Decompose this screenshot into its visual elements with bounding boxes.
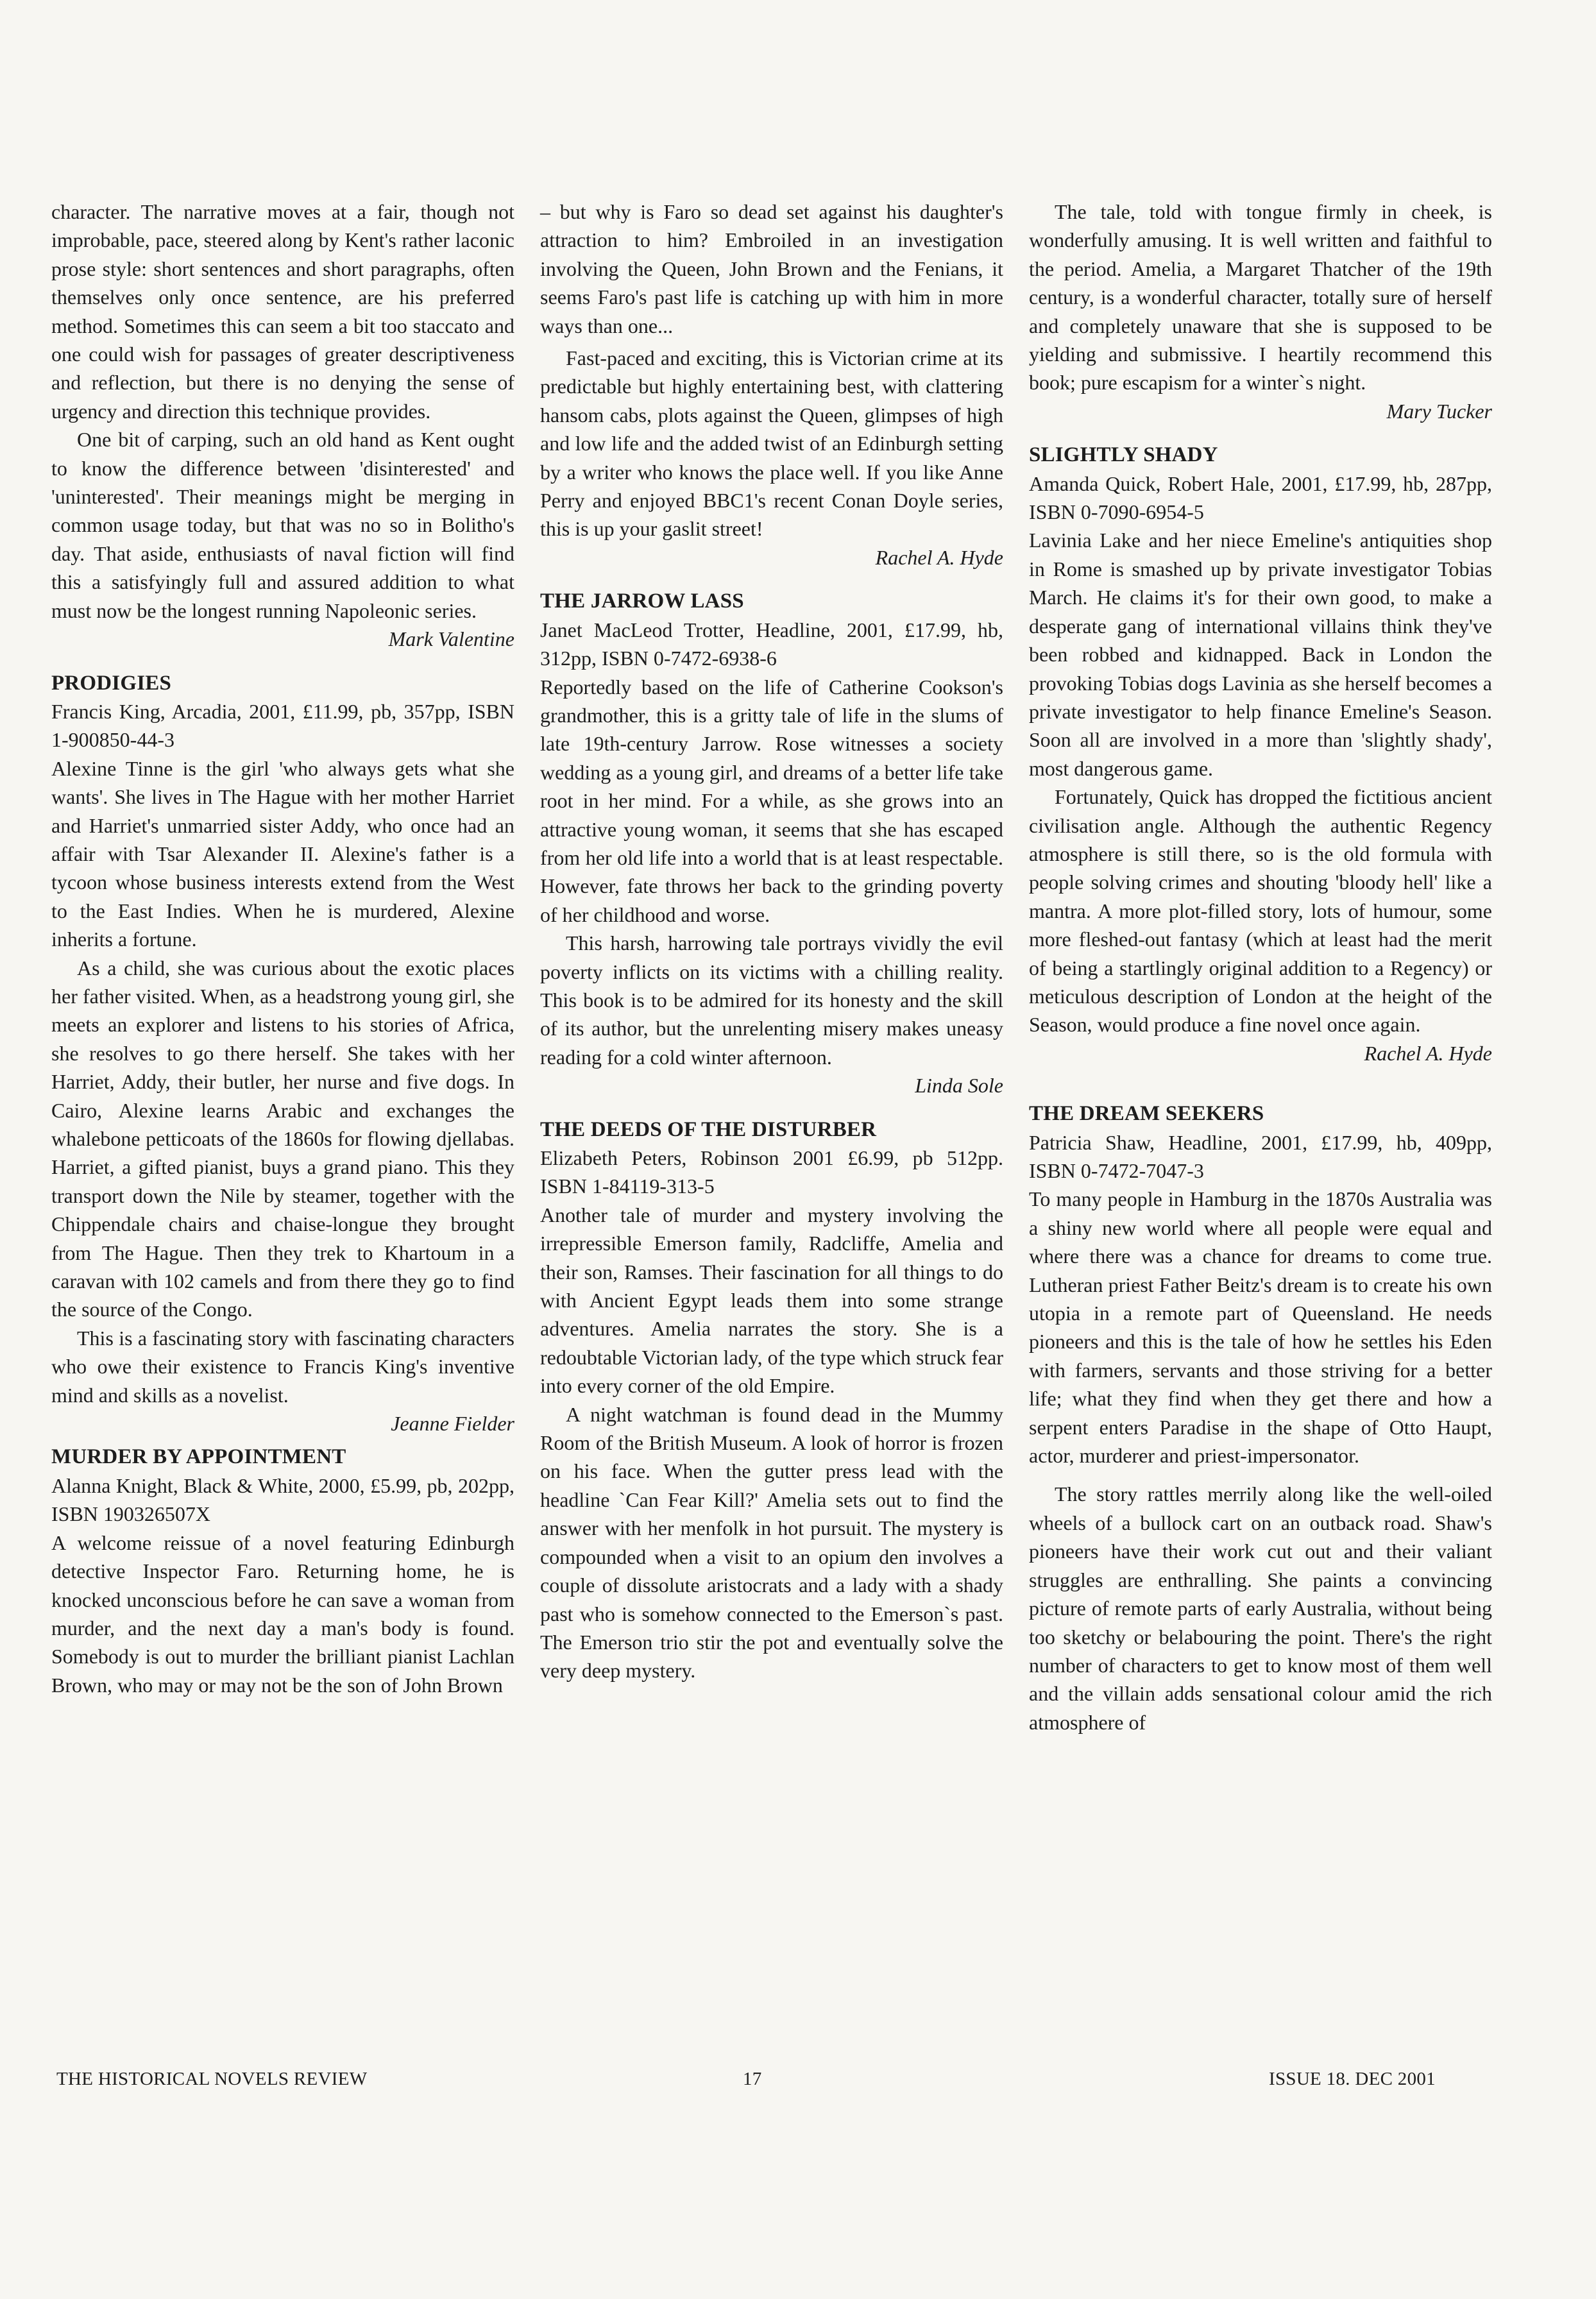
review-paragraph: Fast-paced and exciting, this is Victorian crime at its predictable but highly entertaining best, with clattering hansom cabs, plots against the Queen, glimpses of high and low life and the added twist of an Edinburgh setting by a writer who knows the place well. If you like Anne Perry and enjoyed BBC1's recent Conan Doyle series, this is up your gaslit street! <box>540 346 1003 541</box>
column-middle <box>540 198 1003 1685</box>
review-paragraph: Reportedly based on the life of Catherine Cookson's grandmother, this is a gritty tale of life in the slums of late 19th-century Jarrow. Rose witnesses a society wedding as a young girl, and dreams of a better life take root in her mind. For a while, as she grows into an attractive young woman, it seems that she has escaped from her old life into a world that is at least respectable. However, fate throws her back to the grinding poverty of her childhood and worse. <box>540 675 1003 926</box>
review-paragraph: This harsh, harrowing tale portrays vividly the evil poverty inflicts on its victims with a chilling reality. This book is to be admired for its honesty and the skill of its author, but the unrelenting misery makes uneasy reading for a cold winter afternoon. <box>540 931 1003 1069</box>
reviewer-signature: Mark Valentine <box>388 627 514 651</box>
review-title-the-dream-seekers: THE DREAM SEEKERS <box>1029 1102 1264 1126</box>
footer-page-number: 17 <box>743 2069 762 2089</box>
reviewer-signature: Jeanne Fielder <box>391 1412 514 1436</box>
footer-publication-name: THE HISTORICAL NOVELS REVIEW <box>56 2069 368 2089</box>
review-paragraph: Alexine Tinne is the girl 'who always gets what she wants'. She lives in The Hague with her mother Harriet and Harriet's unmarried sister Addy, who once had an affair with Tsar Alexander II. Alexine's father is a tycoon whose business interests extend from the West to the East Indies. When he is murdered, Alexine inherits a fortune. <box>51 756 514 951</box>
review-paragraph: As a child, she was curious about the exotic places her father visited. When, as a headstrong young girl, she meets an explorer and listens to his stories of Africa, she resolves to go there herself. She takes with her Harriet, Addy, their butler, her nurse and five dogs. In Cairo, Alexine learns Arabic and exchanges the whalebone petticoats of the 1860s for flowing djellabas. Harriet, a gifted pianist, buys a grand piano. This they transport down the Nile by steamer, together with the Chippendale chairs and chaise-longue they brought from The Hague. Then they trek to Khartoum in a caravan with 102 camels and from there they go to find the source of the Congo. <box>51 956 514 1321</box>
review-paragraph: Fortunately, Quick has dropped the fictitious ancient civilisation angle. Although the authentic Regency atmosphere is still there, so is the old formula with people solving crimes and shouting 'bloody hell' like a mantra. A more plot-filled story, lots of humour, some more fleshed-out fantasy (which at least had the merit of being a startlingly original addition to a Regency) or meticulous description of London at the height of the Season, would produce a fine novel once again. <box>1029 785 1492 1037</box>
reviewer-signature: Linda Sole <box>915 1074 1003 1098</box>
review-title-murder-by-appointment: MURDER BY APPOINTMENT <box>51 1445 346 1469</box>
review-paragraph: – but why is Faro so dead set against his daughter's attraction to him? Embroiled in an investigation involving the Queen, John Brown and the Fenians, it seems Faro's past life is catching up with him in more ways than one... <box>540 200 1003 337</box>
review-paragraph: This is a fascinating story with fascinating characters who owe their existence to Francis King's inventive mind and skills as a novelist. <box>51 1326 514 1407</box>
book-details: Janet MacLeod Trotter, Headline, 2001, £17.99, hb, 312pp, ISBN 0-7472-6938-6 <box>540 618 1003 670</box>
review-paragraph: Lavinia Lake and her niece Emeline's antiquities shop in Rome is smashed up by private investigator Tobias March. He claims it's for their own good, to make a desperate gang of international villains think they've been robbed and kidnapped. Back in London the provoking Tobias dogs Lavinia as she herself becomes a private investigator to help finance Emeline's Season. Soon all are involved in a more than 'slightly shady', most dangerous game. <box>1029 529 1492 780</box>
review-title-slightly-shady: SLIGHTLY SHADY <box>1029 443 1218 467</box>
review-paragraph: One bit of carping, such an old hand as Kent ought to know the difference between 'disinterested' and 'uninterested'. Their meanings might be merging in common usage today, but that was no so in Bolitho's day. That aside, enthusiasts of naval fiction will find this a satisfyingly full and assured addition to what must now be the longest running Napoleonic series. <box>51 428 514 622</box>
review-title-the-deeds-of-the-disturber: THE DEEDS OF THE DISTURBER <box>540 1117 877 1141</box>
review-paragraph: Another tale of murder and mystery involving the irrepressible Emerson family, Radcliffe, Amelia and their son, Ramses. Their fascination for all things to do with Ancient Egypt leads them into some strange adventures. Amelia narrates the story. She is a redoubtable Victorian lady, of the type which struck fear into every corner of the old Empire. <box>540 1203 1003 1398</box>
footer-issue: ISSUE 18. DEC 2001 <box>1269 2069 1436 2089</box>
review-paragraph: The story rattles merrily along like the well-oiled wheels of a bullock cart on an outback road. Shaw's pioneers have their work cut out and their valiant struggles are enthralling. She paints a convincing picture of remote parts of early Australia, without being too sketchy or belabouring the point. There's the right number of characters to get to know most of them well and the villain adds sensational colour amid the rich atmosphere of <box>1029 1482 1492 1734</box>
review-paragraph: character. The narrative moves at a fair, though not improbable, pace, steered along by Kent's rather laconic prose style: short sentences and short paragraphs, often themselves only once sentence, are his preferred method. Sometimes this can seem a bit too staccato and one could wish for passages of greater descriptiveness and reflection, but there is no denying the sense of urgency and direction this technique provides. <box>51 200 514 423</box>
review-title-the-jarrow-lass: THE JARROW LASS <box>540 590 744 613</box>
reviewer-signature: Mary Tucker <box>1386 399 1492 423</box>
book-details: Alanna Knight, Black & White, 2000, £5.99, pb, 202pp, ISBN 190326507X <box>51 1473 514 1526</box>
review-paragraph: The tale, told with tongue firmly in cheek, is wonderfully amusing. It is well written and faithful to the period. Amelia, a Margaret Thatcher of the 19th century, is a wonderful character, totally sure of herself and completely unaware that she is supposed to be yielding and submissive. I heartily recommend this book; pure escapism for a winter`s night. <box>1029 200 1492 394</box>
review-paragraph: A night watchman is found dead in the Mummy Room of the British Museum. A look of horror is frozen on his face. When the gutter press lead with the headline `Can Fear Kill?' Amelia sets out to find the answer with her menfolk in hot pursuit. The mystery is compounded when a visit to an opium den involves a couple of dissolute aristocrats and a lady with a shady past who is somehow connected to the Emerson`s past. The Emerson trio stir the pot and eventually solve the very deep mystery. <box>540 1402 1003 1683</box>
reviewer-signature: Rachel A. Hyde <box>875 545 1003 569</box>
book-details: Patricia Shaw, Headline, 2001, £17.99, hb, 409pp, ISBN 0-7472-7047-3 <box>1029 1130 1492 1182</box>
review-title-prodigies: PRODIGIES <box>51 671 172 695</box>
column-right <box>1029 198 1492 1736</box>
column-left <box>51 198 514 1699</box>
book-details: Elizabeth Peters, Robinson 2001 £6.99, pb 512pp. ISBN 1-84119-313-5 <box>540 1146 1003 1198</box>
review-paragraph: A welcome reissue of a novel featuring Edinburgh detective Inspector Faro. Returning home, he is knocked unconscious before he can save a woman from murder, and the next day a man's body is found. Somebody is out to murder the brilliant pianist Lachlan Brown, who may or may not be the son of John Brown <box>51 1531 514 1697</box>
book-details: Francis King, Arcadia, 2001, £11.99, pb, 357pp, ISBN 1-900850-44-3 <box>51 699 514 752</box>
review-paragraph: To many people in Hamburg in the 1870s Australia was a shiny new world where all people were equal and where there was a chance for dreams to come true. Lutheran priest Father Beitz's dream is to create his own utopia in a remote part of Queensland. He needs pioneers and this is the tale of how he settles his Eden with farmers, servants and those striving for a better life; what they find when they get there and how a serpent enters Paradise in the shape of Otto Haupt, actor, murderer and priest-impersonator. <box>1029 1187 1492 1468</box>
book-details: Amanda Quick, Robert Hale, 2001, £17.99, hb, 287pp, ISBN 0-7090-6954-5 <box>1029 471 1492 524</box>
reviewer-signature: Rachel A. Hyde <box>1364 1041 1492 1065</box>
